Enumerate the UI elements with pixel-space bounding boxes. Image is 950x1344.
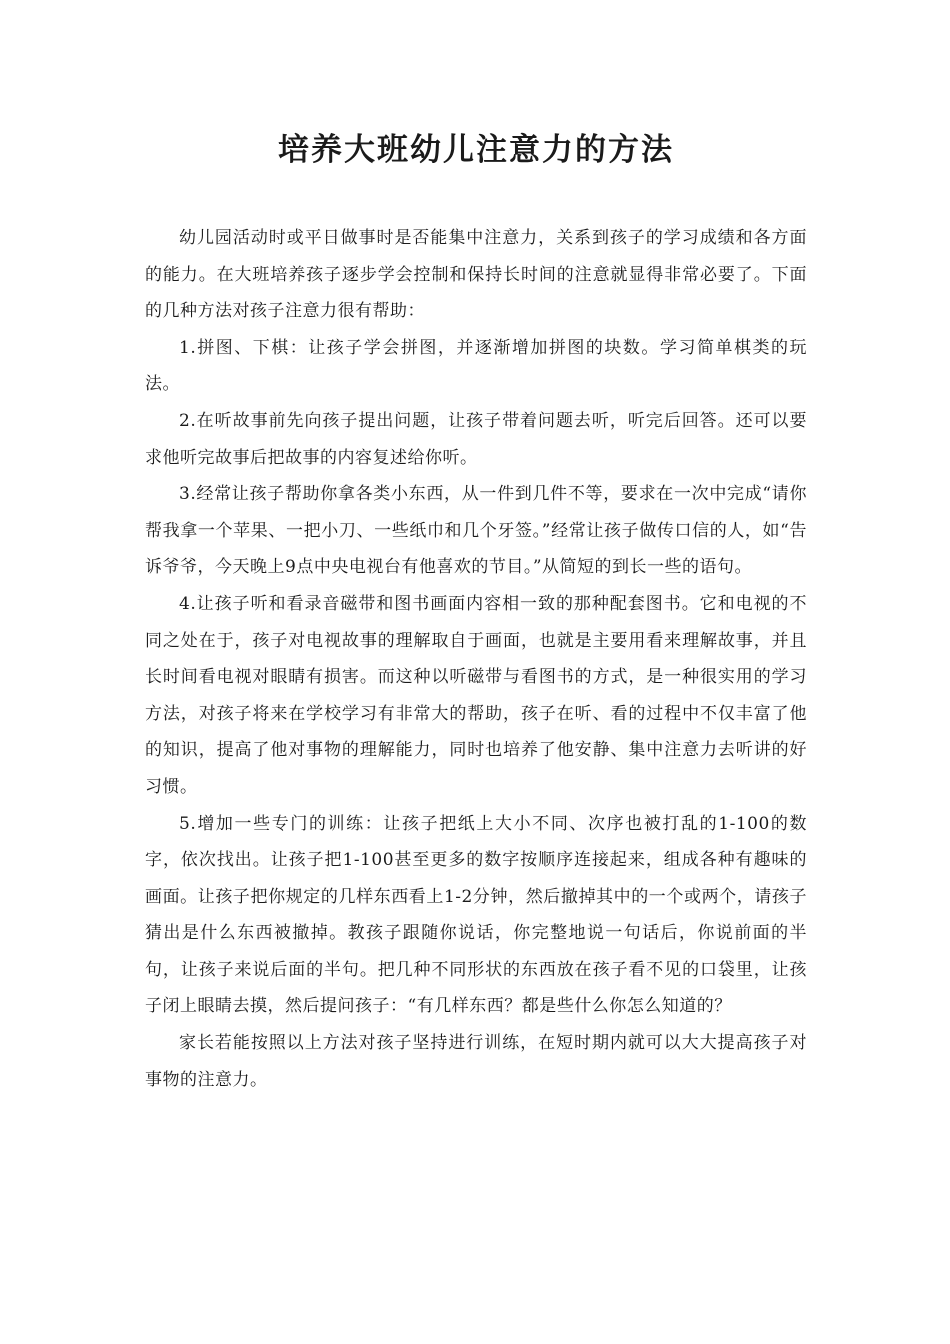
method-3-paragraph: 3.经常让孩子帮助你拿各类小东西，从一件到几件不等，要求在一次中完成“请你帮我拿一个苹果、一把小刀、一些纸巾和几个牙签。”经常让孩子做传口信的人，如“告诉爷爷，今天晚上9点中央电视台有他喜欢的节目。”从简短的到长一些的语句。: [145, 484, 807, 578]
intro-paragraph: 幼儿园活动时或平日做事时是否能集中注意力，关系到孩子的学习成绩和各方面的能力。在大班培养孩子逐步学会控制和保持长时间的注意就显得非常必要了。下面的几种方法对孩子注意力很有帮助：: [145, 228, 807, 322]
method-5-paragraph: 5.增加一些专门的训练：让孩子把纸上大小不同、次序也被打乱的1-100的数字，依次找出。让孩子把1-100甚至更多的数字按顺序连接起来，组成各种有趣味的画面。让孩子把你规定的几样东西看上1-2分钟，然后撤掉其中的一个或两个，请孩子猜出是什么东西被撤掉。教孩子跟随你说话，你完整地说一句话后，你说前面的半句，让孩子来说后面的半句。把几种不同形状的东西放在孩子看不见的口袋里，让孩子闭上眼睛去摸，然后提问孩子：“有几样东西？都是些什么你怎么知道的？: [145, 813, 807, 1017]
document-page: [145, 128, 807, 1098]
method-2-paragraph: 2.在听故事前先向孩子提出问题，让孩子带着问题去听，听完后回答。还可以要求他听完故事后把故事的内容复述给你听。: [145, 410, 807, 468]
method-1-paragraph: 1.拼图、下棋：让孩子学会拼图，并逐渐增加拼图的块数。学习简单棋类的玩法。: [145, 337, 807, 395]
document-title: 培养大班幼儿注意力的方法: [278, 132, 674, 168]
method-4-paragraph: 4.让孩子听和看录音磁带和图书画面内容相一致的那种配套图书。它和电视的不同之处在于，孩子对电视故事的理解取自于画面，也就是主要用看来理解故事，并且长时间看电视对眼睛有损害。而这种以听磁带与看图书的方式，是一种很实用的学习方法，对孩子将来在学校学习有非常大的帮助，孩子在听、看的过程中不仅丰富了他的知识，提高了他对事物的理解能力，同时也培养了他安静、集中注意力去听讲的好习惯。: [145, 593, 807, 797]
conclusion-paragraph: 家长若能按照以上方法对孩子坚持进行训练，在短时期内就可以大大提高孩子对事物的注意力。: [145, 1033, 807, 1090]
